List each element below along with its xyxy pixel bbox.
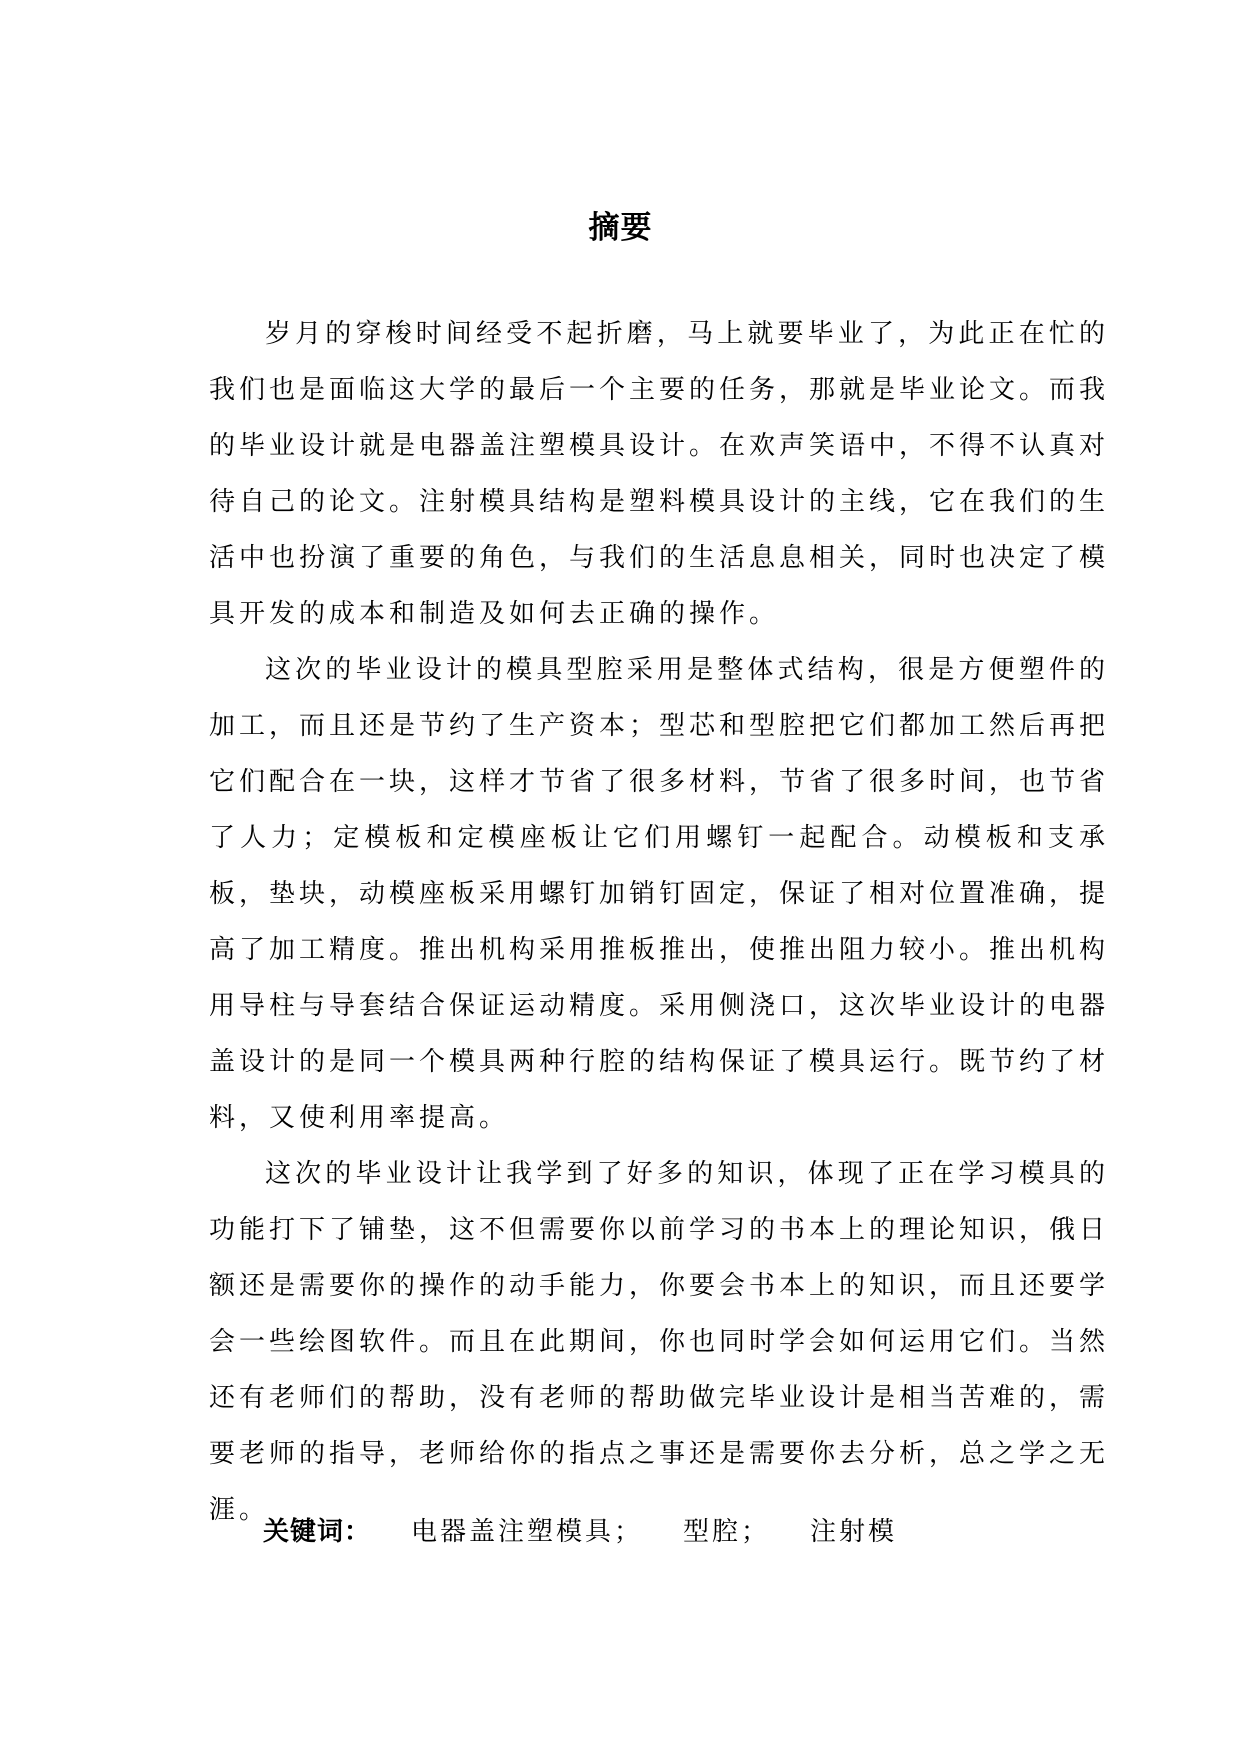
abstract-body [209, 306, 1109, 1538]
abstract-paragraph-3: 这次的毕业设计让我学到了好多的知识，体现了正在学习模具的功能打下了铺垫，这不但需要你以前学习的书本上的理论知识，俄日额还是需要你的操作的动手能力，你要会书本上的知识，而且还要学会一些绘图软件。而且在此期间，你也同时学会如何运用它们。当然还有老师们的帮助，没有老师的帮助做完毕业设计是相当苦难的，需要老师的指导，老师给你的指点之事还是需要你去分析，总之学之无涯。 [209, 1159, 1110, 1525]
keyword-item: 型腔； [683, 1517, 771, 1547]
abstract-paragraph-1: 岁月的穿梭时间经受不起折磨，马上就要毕业了，为此正在忙的我们也是面临这大学的最后一个主要的任务，那就是毕业论文。而我的毕业设计就是电器盖注塑模具设计。在欢声笑语中，不得不认真对待自己的论文。注射模具结构是塑料模具设计的主线，它在我们的生活中也扮演了重要的角色，与我们的生活息息相关，同时也决定了模具开发的成本和制造及如何去正确的操作。 [209, 319, 1110, 629]
page-title: 摘要 [588, 210, 653, 246]
keywords-line [263, 1512, 897, 1552]
keywords-label: 关键词： [263, 1517, 372, 1547]
abstract-paragraph-2: 这次的毕业设计的模具型腔采用是整体式结构，很是方便塑件的加工，而且还是节约了生产资本；型芯和型腔把它们都加工然后再把它们配合在一块，这样才节省了很多材料，节省了很多时间，也节省了人力；定模板和定模座板让它们用螺钉一起配合。动模板和支承板，垫块，动模座板采用螺钉加销钉固定，保证了相对位置准确，提高了加工精度。推出机构采用推板推出，使推出阻力较小。推出机构用导柱与导套结合保证运动精度。采用侧浇口，这次毕业设计的电器盖设计的是同一个模具两种行腔的结构保证了模具运行。既节约了材料，又使利用率提高。 [209, 655, 1110, 1133]
keyword-item: 注射模 [810, 1517, 898, 1547]
keyword-item: 电器盖注塑模具； [411, 1517, 644, 1547]
